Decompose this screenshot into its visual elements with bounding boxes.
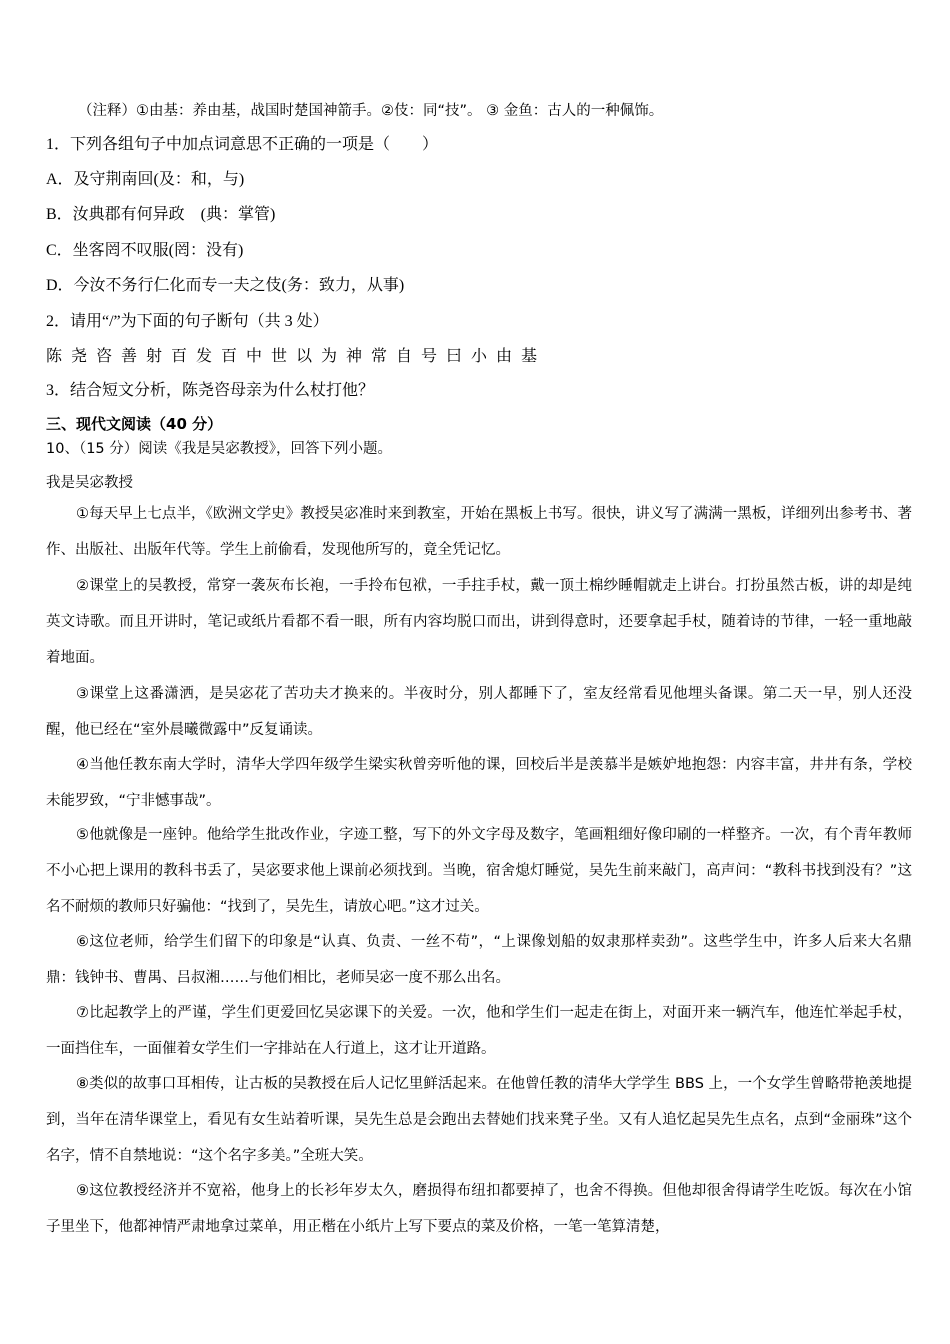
article-paragraph: ⑥这位老师，给学生们留下的印象是“认真、负责、一丝不苟”，“上课像划船的奴隶那样卖劲”。这些学生中，许多人后来大名鼎鼎：钱钟书、曹禺、吕叔湘……与他们相比，老师吴宓一度不那么出名。 — [46, 934, 912, 986]
article-paragraph: ⑤他就像是一座钟。他给学生批改作业，字迹工整，写下的外文字母及数字，笔画粗细好像印刷的一样整齐。一次，有个青年教师不小心把上课用的教科书丢了，吴宓要求他上课前必须找到。当晚，宿舍熄灯睡觉，吴先生前来敲门，高声问：“教科书找到没有？”这名不耐烦的教师只好骗他：“找到了，吴先生，请放心吧。”这才过关。 — [46, 827, 912, 915]
article-paragraph: ⑦比起教学上的严谨，学生们更爱回忆吴宓课下的关爱。一次，他和学生们一起走在街上，对面开来一辆汽车，他连忙举起手杖，一面挡住车，一面催着女学生们一字排站在人行道上，这才让开道路。 — [46, 1005, 912, 1057]
article-title: 我是吴宓教授 — [46, 475, 133, 491]
article-paragraph: ②课堂上的吴教授，常穿一袭灰布长袍，一手拎布包袱，一手拄手杖，戴一顶土棉纱睡帽就走上讲台。打扮虽然古板，讲的却是纯英文诗歌。而且开讲时，笔记或纸片看都不看一眼，所有内容均脱口而出，讲到得意时，还要拿起手杖，随着诗的节律，一轻一重地敲着地面。 — [46, 578, 912, 666]
question-3: 3．结合短文分析，陈尧咨母亲为什么杖打他？ — [46, 382, 375, 399]
section-heading: 三、现代文阅读（40 分） — [46, 415, 223, 433]
question-2: 2．请用“/”为下面的句子断句（共 3 处） — [46, 313, 329, 330]
reading-task: 10、（15 分）阅读《我是吴宓教授》，回答下列小题。 — [46, 441, 393, 457]
option-c: C．坐客罔不叹服(罔：没有) — [46, 242, 244, 259]
article-paragraph: ①每天早上七点半，《欧洲文学史》教授吴宓准时来到教室，开始在黑板上书写。很快，讲义写了满满一黑板，详细列出参考书、著作、出版社、出版年代等。学生上前偷看，发现他所写的，竟全凭记忆。 — [46, 506, 912, 558]
option-a: A．及守荆南回(及：和，与) — [46, 171, 245, 188]
question-1: 1．下列各组句子中加点词意思不正确的一项是（ ） — [46, 136, 439, 153]
question-2-sentence: 陈尧咨善射百发百中世以为神常自号曰小由基 — [46, 348, 547, 365]
article-paragraph: ③课堂上这番潇洒，是吴宓花了苦功夫才换来的。半夜时分，别人都睡下了，室友经常看见他埋头备课。第二天一早，别人还没醒，他已经在“室外晨曦微露中”反复诵读。 — [46, 686, 912, 738]
option-b: B．汝典郡有何异政 (典：掌管) — [46, 206, 276, 223]
article-paragraph: ④当他任教东南大学时，清华大学四年级学生梁实秋曾旁听他的课，回校后半是羡慕半是嫉妒地抱怨：内容丰富，井井有条，学校未能罗致，“宁非憾事哉”。 — [46, 757, 912, 809]
annotation-note: （注释）①由基：养由基，战国时楚国神箭手。②伎：同“技”。 ③ 金鱼：古人的一种佩饰。 — [78, 103, 664, 119]
option-d: D．今汝不务行仁化而专一夫之伎(务：致力，从事) — [46, 277, 405, 294]
article-paragraph: ⑨这位教授经济并不宽裕，他身上的长衫年岁太久，磨损得布纽扣都要掉了，也舍不得换。但他却很舍得请学生吃饭。每次在小馆子里坐下，他都神情严肃地拿过菜单，用正楷在小纸片上写下要点的菜及价格，一笔一笔算清楚， — [46, 1183, 912, 1235]
article-paragraph: ⑧类似的故事口耳相传，让古板的吴教授在后人记忆里鲜活起来。在他曾任教的清华大学学生 BBS 上，一个女学生曾略带艳羡地提到，当年在清华课堂上，看见有女生站着听课，吴先生总是会跑出去替她们找来凳子坐。又有人追忆起吴先生点名，点到“金丽珠”这个名字，情不自禁地说：“这个名字多美。”全班大笑。 — [46, 1076, 912, 1164]
